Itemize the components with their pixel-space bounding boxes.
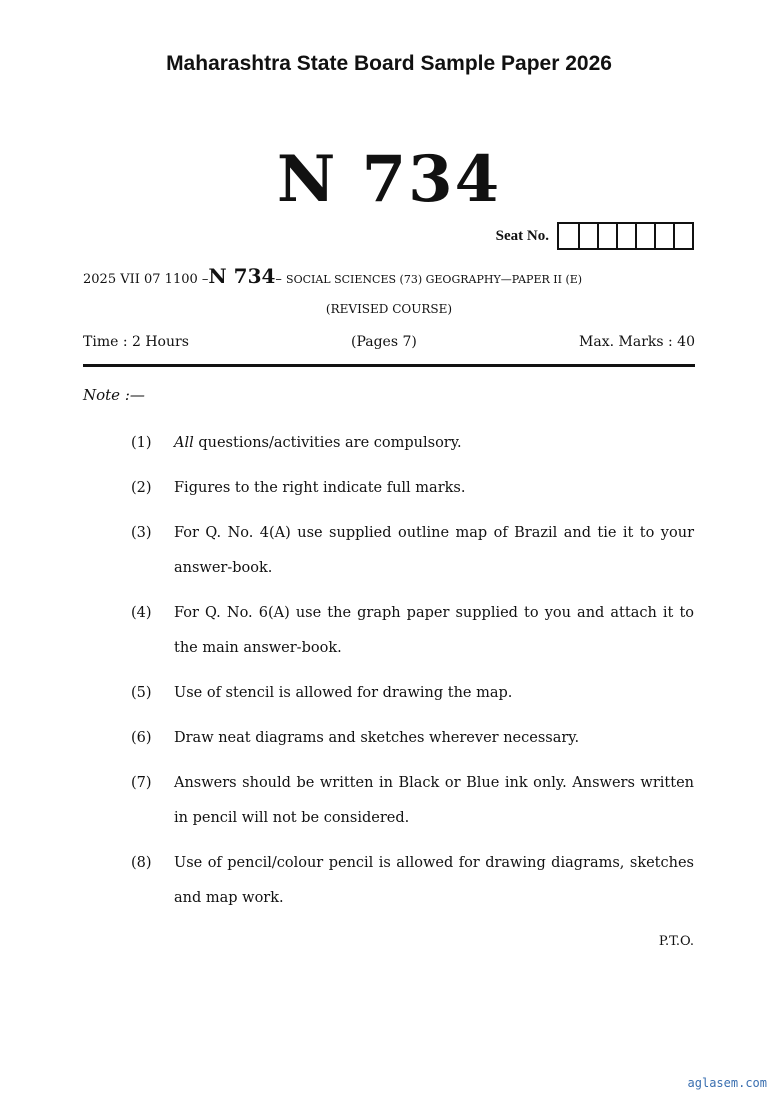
subject-code: N 734 [208, 264, 276, 288]
list-item [0, 516, 694, 586]
note-number: (1) [131, 435, 152, 451]
notes-list [0, 426, 778, 926]
note-text: Use of pencil/colour pencil is allowed for drawing diagrams, sketches and map work. [174, 855, 694, 906]
seat-number-field [496, 222, 694, 250]
seat-box [597, 224, 616, 248]
note-number: (4) [131, 605, 152, 621]
list-item [0, 596, 694, 666]
time-label: Time : 2 Hours [83, 334, 189, 350]
list-item [0, 766, 694, 836]
note-text: Draw neat diagrams and sketches wherever necessary. [174, 730, 580, 746]
divider [83, 364, 695, 367]
banner-title: Maharashtra State Board Sample Paper 2026 [166, 52, 612, 75]
note-text: Figures to the right indicate full marks. [174, 480, 466, 496]
note-text: questions/activities are compulsory. [193, 435, 462, 451]
seat-box [635, 224, 654, 248]
course-label: (REVISED COURSE) [325, 302, 453, 316]
seat-box [559, 224, 578, 248]
marks-label: Max. Marks : 40 [579, 334, 695, 350]
note-number: (7) [131, 775, 152, 791]
watermark-link[interactable]: aglasem.com [687, 1076, 767, 1090]
note-text: Use of stencil is allowed for drawing the map. [174, 685, 513, 701]
list-item [0, 721, 694, 756]
note-emphasis: All [174, 435, 194, 451]
pages-label: (Pages 7) [351, 334, 417, 350]
seat-label: Seat No. [495, 227, 549, 244]
list-item [0, 676, 694, 711]
subject-title: SOCIAL SCIENCES (73) GEOGRAPHY—PAPER II (E) [286, 273, 583, 286]
note-number: (5) [131, 685, 152, 701]
note-text: For Q. No. 6(A) use the graph paper supplied to you and attach it to the main answer-book. [174, 605, 694, 656]
note-text: For Q. No. 4(A) use supplied outline map of Brazil and tie it to your answer-book. [174, 525, 694, 576]
subject-prefix: 2025 VII 07 1100 – [83, 272, 209, 287]
list-item [0, 426, 694, 461]
note-number: (8) [131, 855, 152, 871]
subject-dash: – [275, 272, 282, 287]
pto-label: P.T.O. [658, 934, 694, 949]
note-text: Answers should be written in Black or Blue ink only. Answers written in pencil will not be considered. [174, 775, 694, 826]
seat-box [673, 224, 692, 248]
note-heading: Note :— [83, 386, 145, 404]
list-item [0, 846, 694, 916]
seat-box [654, 224, 673, 248]
seat-box [578, 224, 597, 248]
paper-code: N 734 [276, 142, 502, 217]
subject-line [83, 264, 703, 288]
seat-boxes [557, 222, 694, 250]
list-item [0, 471, 694, 506]
note-number: (6) [131, 730, 152, 746]
note-number: (2) [131, 480, 152, 496]
seat-box [616, 224, 635, 248]
note-number: (3) [131, 525, 152, 541]
